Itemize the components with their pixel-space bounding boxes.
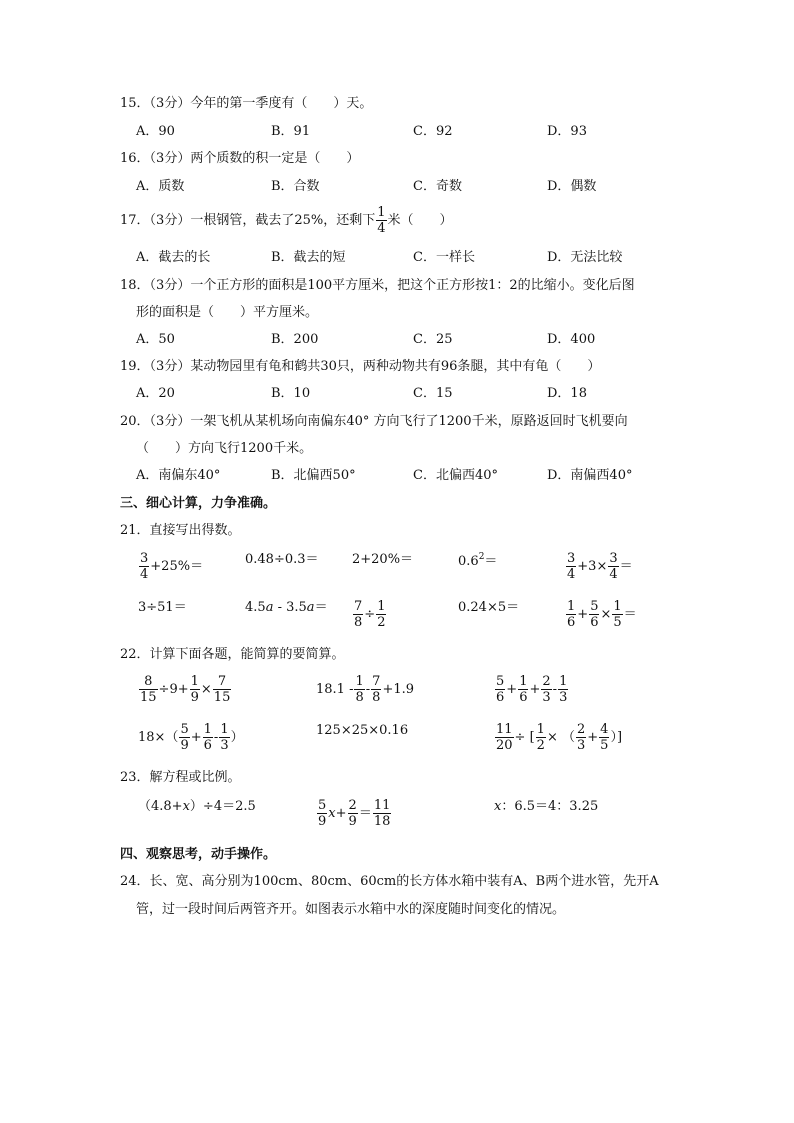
q22-expr-6: $\frac{11}{20}$ ÷ [ $\frac{1}{2}$ × （ $\frac{2}{3}$ + $\frac{4}{5}$ ）] (496, 722, 623, 753)
q21-expr-5: $\frac{3}{4}$ +3× $\frac{3}{4}$ ＝ (567, 551, 633, 582)
q21-expr-8: $\frac{7}{8}$ ÷ $\frac{1}{2}$ (354, 599, 386, 630)
q18-option-b: B．200 (271, 332, 319, 347)
q17-option-c: C．一样长 (413, 250, 475, 265)
question-22-stem: 22．计算下面各题，能简算的要简算。 (120, 647, 345, 662)
question-20-stem-line1: 20．（3分）一架飞机从某机场向南偏东40° 方向飞行了1200千米，原路返回时飞机要向 (120, 414, 628, 429)
q22-expr-2: 18.1 - $\frac{1}{8}$ - $\frac{7}{8}$ +1.9 (316, 674, 415, 705)
q21-expr-2: 0.48÷0.3＝ (245, 552, 319, 567)
question-16-stem: 16．（3分）两个质数的积一定是（ ） (120, 151, 360, 166)
q19-option-c: C．15 (413, 386, 453, 401)
question-21-stem: 21．直接写出得数。 (120, 523, 241, 538)
q16-option-d: D．偶数 (547, 179, 597, 194)
q22-expr-3: $\frac{5}{6}$ + $\frac{1}{6}$ + $\frac{2}{3}$ - $\frac{1}{3}$ (496, 674, 568, 705)
question-17-stem (120, 205, 453, 236)
q20-option-c: C．北偏西40° (413, 468, 498, 483)
q23-expr-2: $\frac{5}{9}$ x + $\frac{2}{9}$ ＝ $\frac{11}{18}$ (318, 798, 391, 829)
q22-expr-1: $\frac{8}{15}$ ÷9+ $\frac{1}{9}$ × $\frac{7}{15}$ (140, 674, 231, 705)
question-15-stem: 15．（3分）今年的第一季度有（ ）天。 (120, 96, 373, 111)
q16-option-c: C．奇数 (413, 179, 462, 194)
q18-option-c: C．25 (413, 332, 453, 347)
q17-option-b: B．截去的短 (271, 250, 346, 265)
q16-option-b: B．合数 (271, 179, 320, 194)
q17-stem-before: 17．（3分）一根钢管，截去了25%，还剩下 (120, 213, 376, 228)
q23-expr-1: （4.8+x）÷4＝2.5 (138, 799, 256, 814)
q23-expr-3: x：6.5＝4：3.25 (494, 799, 599, 814)
q21-expr-9: 0.24×5＝ (458, 600, 520, 615)
q19-option-a: A．20 (136, 386, 175, 401)
question-23-stem: 23．解方程或比例。 (120, 770, 241, 785)
q22-expr-4: 18×（ $\frac{5}{9}$ + $\frac{1}{6}$ - $\frac{1}{3}$ ） (138, 722, 244, 753)
q21-expr-3: 2+20%＝ (352, 552, 414, 567)
section-3-title: 三、细心计算，力争准确。 (120, 496, 277, 511)
q18-option-d: D．400 (547, 332, 596, 347)
section-4-title: 四、观察思考，动手操作。 (120, 847, 277, 862)
q18-option-a: A．50 (136, 332, 175, 347)
q17-option-d: D．无法比较 (547, 250, 623, 265)
q15-option-a: A．90 (136, 124, 175, 139)
q20-option-d: D．南偏西40° (547, 468, 633, 483)
q15-option-d: D．93 (547, 124, 587, 139)
question-19-stem: 19．（3分）某动物园里有龟和鹤共30只，两种动物共有96条腿，其中有龟（ ） (120, 359, 601, 374)
q21-expr-7: 4.5a - 3.5a＝ (245, 600, 328, 615)
question-24-line2: 管，过一段时间后两管齐开。如图表示水箱中水的深度随时间变化的情况。 (136, 902, 566, 917)
question-24-line1: 24．长、宽、高分别为100cm、80cm、60cm的长方体水箱中装有A、B两个进水管，先开A (120, 874, 659, 889)
question-20-stem-line2: （ ）方向飞行1200千米。 (136, 441, 313, 456)
q15-option-b: B．91 (271, 124, 311, 139)
q20-option-b: B．北偏西50° (271, 468, 356, 483)
q21-expr-6: 3÷51＝ (138, 600, 187, 615)
q15-option-c: C．92 (413, 124, 453, 139)
q21-expr-4: $0.6^2=$ (458, 552, 498, 569)
q20-option-a: A．南偏东40° (136, 468, 221, 483)
question-18-stem-line2: 形的面积是（ ）平方厘米。 (136, 305, 319, 320)
q19-option-b: B．10 (271, 386, 311, 401)
q17-option-a: A．截去的长 (136, 250, 211, 265)
q19-option-d: D．18 (547, 386, 587, 401)
q17-fraction: $\frac{1}{4}$ (377, 205, 386, 236)
q21-expr-10: $\frac{1}{6}$ + $\frac{5}{6}$ × $\frac{1}{5}$ ＝ (567, 599, 637, 630)
question-18-stem-line1: 18．（3分）一个正方形的面积是100平方厘米，把这个正方形按1：2的比缩小。变化后图 (120, 278, 635, 293)
q16-option-a: A．质数 (136, 179, 185, 194)
q21-expr-1: $\frac{3}{4}$ +25%＝ (140, 551, 204, 582)
q22-expr-5: 125×25×0.16 (316, 723, 409, 738)
q17-stem-after: 米（ ） (387, 213, 453, 228)
